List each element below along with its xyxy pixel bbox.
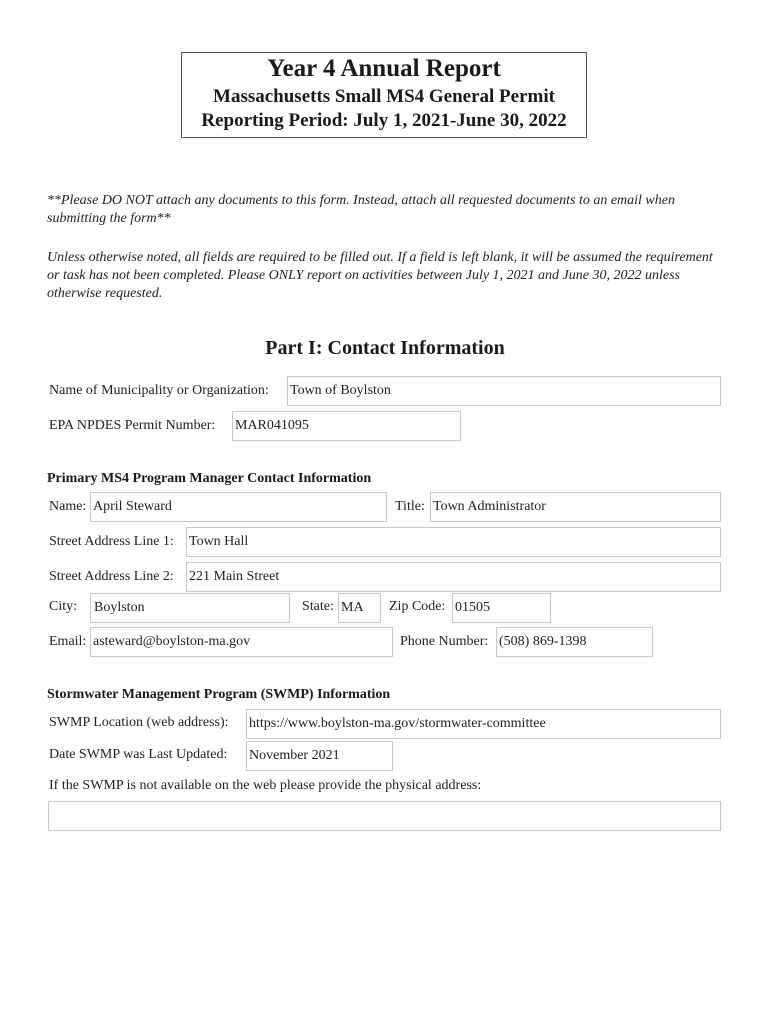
required-note: Unless otherwise noted, all fields are required to be filled out. If a field is left blank, it will be assumed the requirement or task has not been completed. Please ONLY report on activities between July 1, 2021 and June 30, 2022 unless otherwise requested. bbox=[47, 250, 713, 301]
permit-subtitle: Massachusetts Small MS4 General Permit bbox=[213, 86, 555, 107]
part-heading: Part I: Contact Information bbox=[265, 337, 505, 359]
street1-label: Street Address Line 1: bbox=[49, 534, 174, 549]
swmp-section-heading: Stormwater Management Program (SWMP) Information bbox=[47, 687, 391, 702]
permit-number-label: EPA NPDES Permit Number: bbox=[49, 418, 216, 433]
report-title: Year 4 Annual Report bbox=[267, 55, 501, 82]
zip-field[interactable]: 01505 bbox=[452, 593, 551, 623]
state-field[interactable]: MA bbox=[338, 593, 381, 623]
state-label: State: bbox=[302, 599, 334, 614]
reporting-period: Reporting Period: July 1, 2021-June 30, 2022 bbox=[201, 110, 567, 131]
permit-number-field[interactable]: MAR041095 bbox=[232, 411, 461, 441]
phone-label: Phone Number: bbox=[400, 634, 489, 649]
title-field[interactable]: Town Administrator bbox=[430, 492, 721, 522]
name-label: Name: bbox=[49, 499, 87, 514]
email-field[interactable]: asteward@boylston-ma.gov bbox=[90, 627, 393, 657]
contact-section-heading: Primary MS4 Program Manager Contact Information bbox=[47, 471, 372, 486]
email-label: Email: bbox=[49, 634, 87, 649]
city-field[interactable]: Boylston bbox=[90, 593, 290, 623]
street2-field[interactable]: 221 Main Street bbox=[186, 562, 721, 592]
zip-label: Zip Code: bbox=[389, 599, 446, 614]
title-label: Title: bbox=[395, 499, 425, 514]
swmp-updated-label: Date SWMP was Last Updated: bbox=[49, 747, 228, 762]
street1-field[interactable]: Town Hall bbox=[186, 527, 721, 557]
swmp-location-field[interactable]: https://www.boylston-ma.gov/stormwater-committee bbox=[246, 709, 721, 739]
phone-field[interactable]: (508) 869-1398 bbox=[496, 627, 653, 657]
swmp-location-label: SWMP Location (web address): bbox=[49, 715, 229, 730]
street2-label: Street Address Line 2: bbox=[49, 569, 174, 584]
municipality-label: Name of Municipality or Organization: bbox=[49, 383, 269, 398]
municipality-field[interactable]: Town of Boylston bbox=[287, 376, 721, 406]
name-field[interactable]: April Steward bbox=[90, 492, 387, 522]
attach-note: **Please DO NOT attach any documents to this form. Instead, attach all requested documents to an email when submitting the form** bbox=[47, 193, 675, 226]
swmp-physical-field[interactable] bbox=[48, 801, 721, 831]
city-label: City: bbox=[49, 599, 78, 614]
report-title-box bbox=[181, 52, 587, 138]
swmp-updated-field[interactable]: November 2021 bbox=[246, 741, 393, 771]
swmp-physical-label: If the SWMP is not available on the web please provide the physical address: bbox=[49, 778, 482, 793]
